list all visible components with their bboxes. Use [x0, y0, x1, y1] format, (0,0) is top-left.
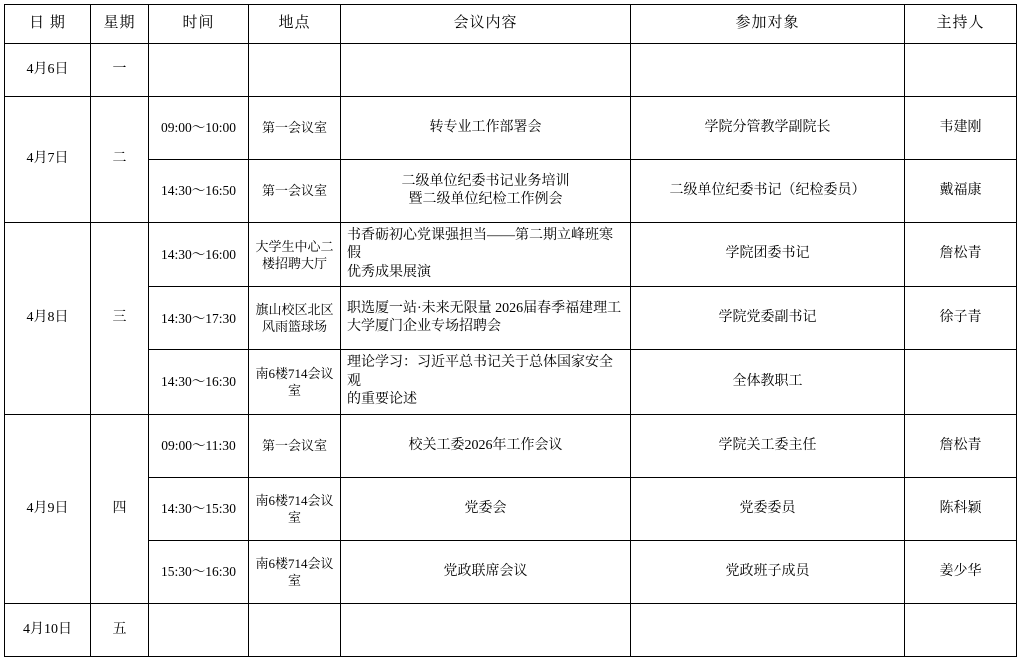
content-cell	[341, 44, 631, 97]
time-cell: 14:30～16:30	[149, 350, 249, 414]
table-header-row	[5, 5, 1017, 44]
header-target: 参加对象	[631, 5, 905, 44]
weekday-cell: 三	[91, 223, 149, 415]
content-cell: 转专业工作部署会	[341, 97, 631, 160]
weekday-cell: 四	[91, 414, 149, 603]
date-cell: 4月8日	[5, 223, 91, 415]
table-row	[5, 223, 1017, 287]
time-cell: 14:30～15:30	[149, 477, 249, 540]
host-cell: 詹松青	[905, 223, 1017, 287]
table-row	[5, 350, 1017, 414]
time-cell: 14:30～16:50	[149, 160, 249, 223]
target-cell: 全体教职工	[631, 350, 905, 414]
content-cell	[341, 287, 631, 350]
place-cell: 南6楼714会议室	[249, 540, 341, 603]
content-cell: 党委会	[341, 477, 631, 540]
content-cell	[341, 223, 631, 287]
weekday-cell: 二	[91, 97, 149, 223]
host-cell: 韦建刚	[905, 97, 1017, 160]
host-cell	[905, 603, 1017, 656]
date-cell: 4月10日	[5, 603, 91, 656]
time-cell: 15:30～16:30	[149, 540, 249, 603]
target-cell: 学院分管教学副院长	[631, 97, 905, 160]
content-line-1: 理论学习：习近平总书记关于总体国家安全观	[347, 355, 613, 389]
date-cell: 4月6日	[5, 44, 91, 97]
place-cell: 第一会议室	[249, 97, 341, 160]
content-line-2: 暨二级单位纪检工作例会	[408, 192, 563, 207]
place-cell: 第一会议室	[249, 414, 341, 477]
content-cell	[341, 603, 631, 656]
content-cell: 党政联席会议	[341, 540, 631, 603]
date-cell: 4月7日	[5, 97, 91, 223]
time-cell: 14:30～17:30	[149, 287, 249, 350]
content-line-2: 大学厦门企业专场招聘会	[347, 319, 501, 335]
content-cell: 校关工委2026年工作会议	[341, 414, 631, 477]
target-cell: 学院党委副书记	[631, 287, 905, 350]
host-cell	[905, 44, 1017, 97]
header-content: 会议内容	[341, 5, 631, 44]
host-cell	[905, 350, 1017, 414]
content-line-1: 职选厦一站·未来无限量 2026届春季福建理工	[347, 300, 622, 316]
target-cell: 学院团委书记	[631, 223, 905, 287]
place-cell: 南6楼714会议室	[249, 477, 341, 540]
host-cell: 姜少华	[905, 540, 1017, 603]
place-cell: 大学生中心二楼招聘大厅	[249, 223, 341, 287]
place-cell: 旗山校区北区风雨篮球场	[249, 287, 341, 350]
header-time: 时间	[149, 5, 249, 44]
place-cell: 第一会议室	[249, 160, 341, 223]
table-row	[5, 44, 1017, 97]
host-cell: 陈科颖	[905, 477, 1017, 540]
time-cell: 09:00～10:00	[149, 97, 249, 160]
time-cell	[149, 44, 249, 97]
table-row	[5, 160, 1017, 223]
target-cell: 二级单位纪委书记（纪检委员）	[631, 160, 905, 223]
content-line-2: 优秀成果展演	[347, 264, 431, 280]
target-cell: 学院关工委主任	[631, 414, 905, 477]
weekday-cell: 五	[91, 603, 149, 656]
header-place: 地点	[249, 5, 341, 44]
target-cell	[631, 603, 905, 656]
table-row	[5, 540, 1017, 603]
target-cell: 党政班子成员	[631, 540, 905, 603]
content-cell	[341, 160, 631, 223]
weekday-cell: 一	[91, 44, 149, 97]
content-line-1: 二级单位纪委书记业务培训	[401, 173, 570, 189]
host-cell: 詹松青	[905, 414, 1017, 477]
place-cell: 南6楼714会议室	[249, 350, 341, 414]
host-cell: 徐子青	[905, 287, 1017, 350]
content-line-1: 书香砺初心党课强担当——第二期立峰班寒假	[347, 228, 613, 262]
time-cell: 09:00～11:30	[149, 414, 249, 477]
place-cell	[249, 603, 341, 656]
content-line-2: 的重要论述	[347, 392, 417, 408]
time-cell: 14:30～16:00	[149, 223, 249, 287]
meeting-schedule-table	[4, 4, 1017, 657]
table-row	[5, 603, 1017, 656]
content-cell	[341, 350, 631, 414]
target-cell	[631, 44, 905, 97]
header-date: 日 期	[5, 5, 91, 44]
host-cell: 戴福康	[905, 160, 1017, 223]
target-cell: 党委委员	[631, 477, 905, 540]
table-row	[5, 97, 1017, 160]
time-cell	[149, 603, 249, 656]
header-weekday: 星期	[91, 5, 149, 44]
table-row	[5, 287, 1017, 350]
table-row	[5, 414, 1017, 477]
place-cell	[249, 44, 341, 97]
header-host: 主持人	[905, 5, 1017, 44]
date-cell: 4月9日	[5, 414, 91, 603]
table-row	[5, 477, 1017, 540]
